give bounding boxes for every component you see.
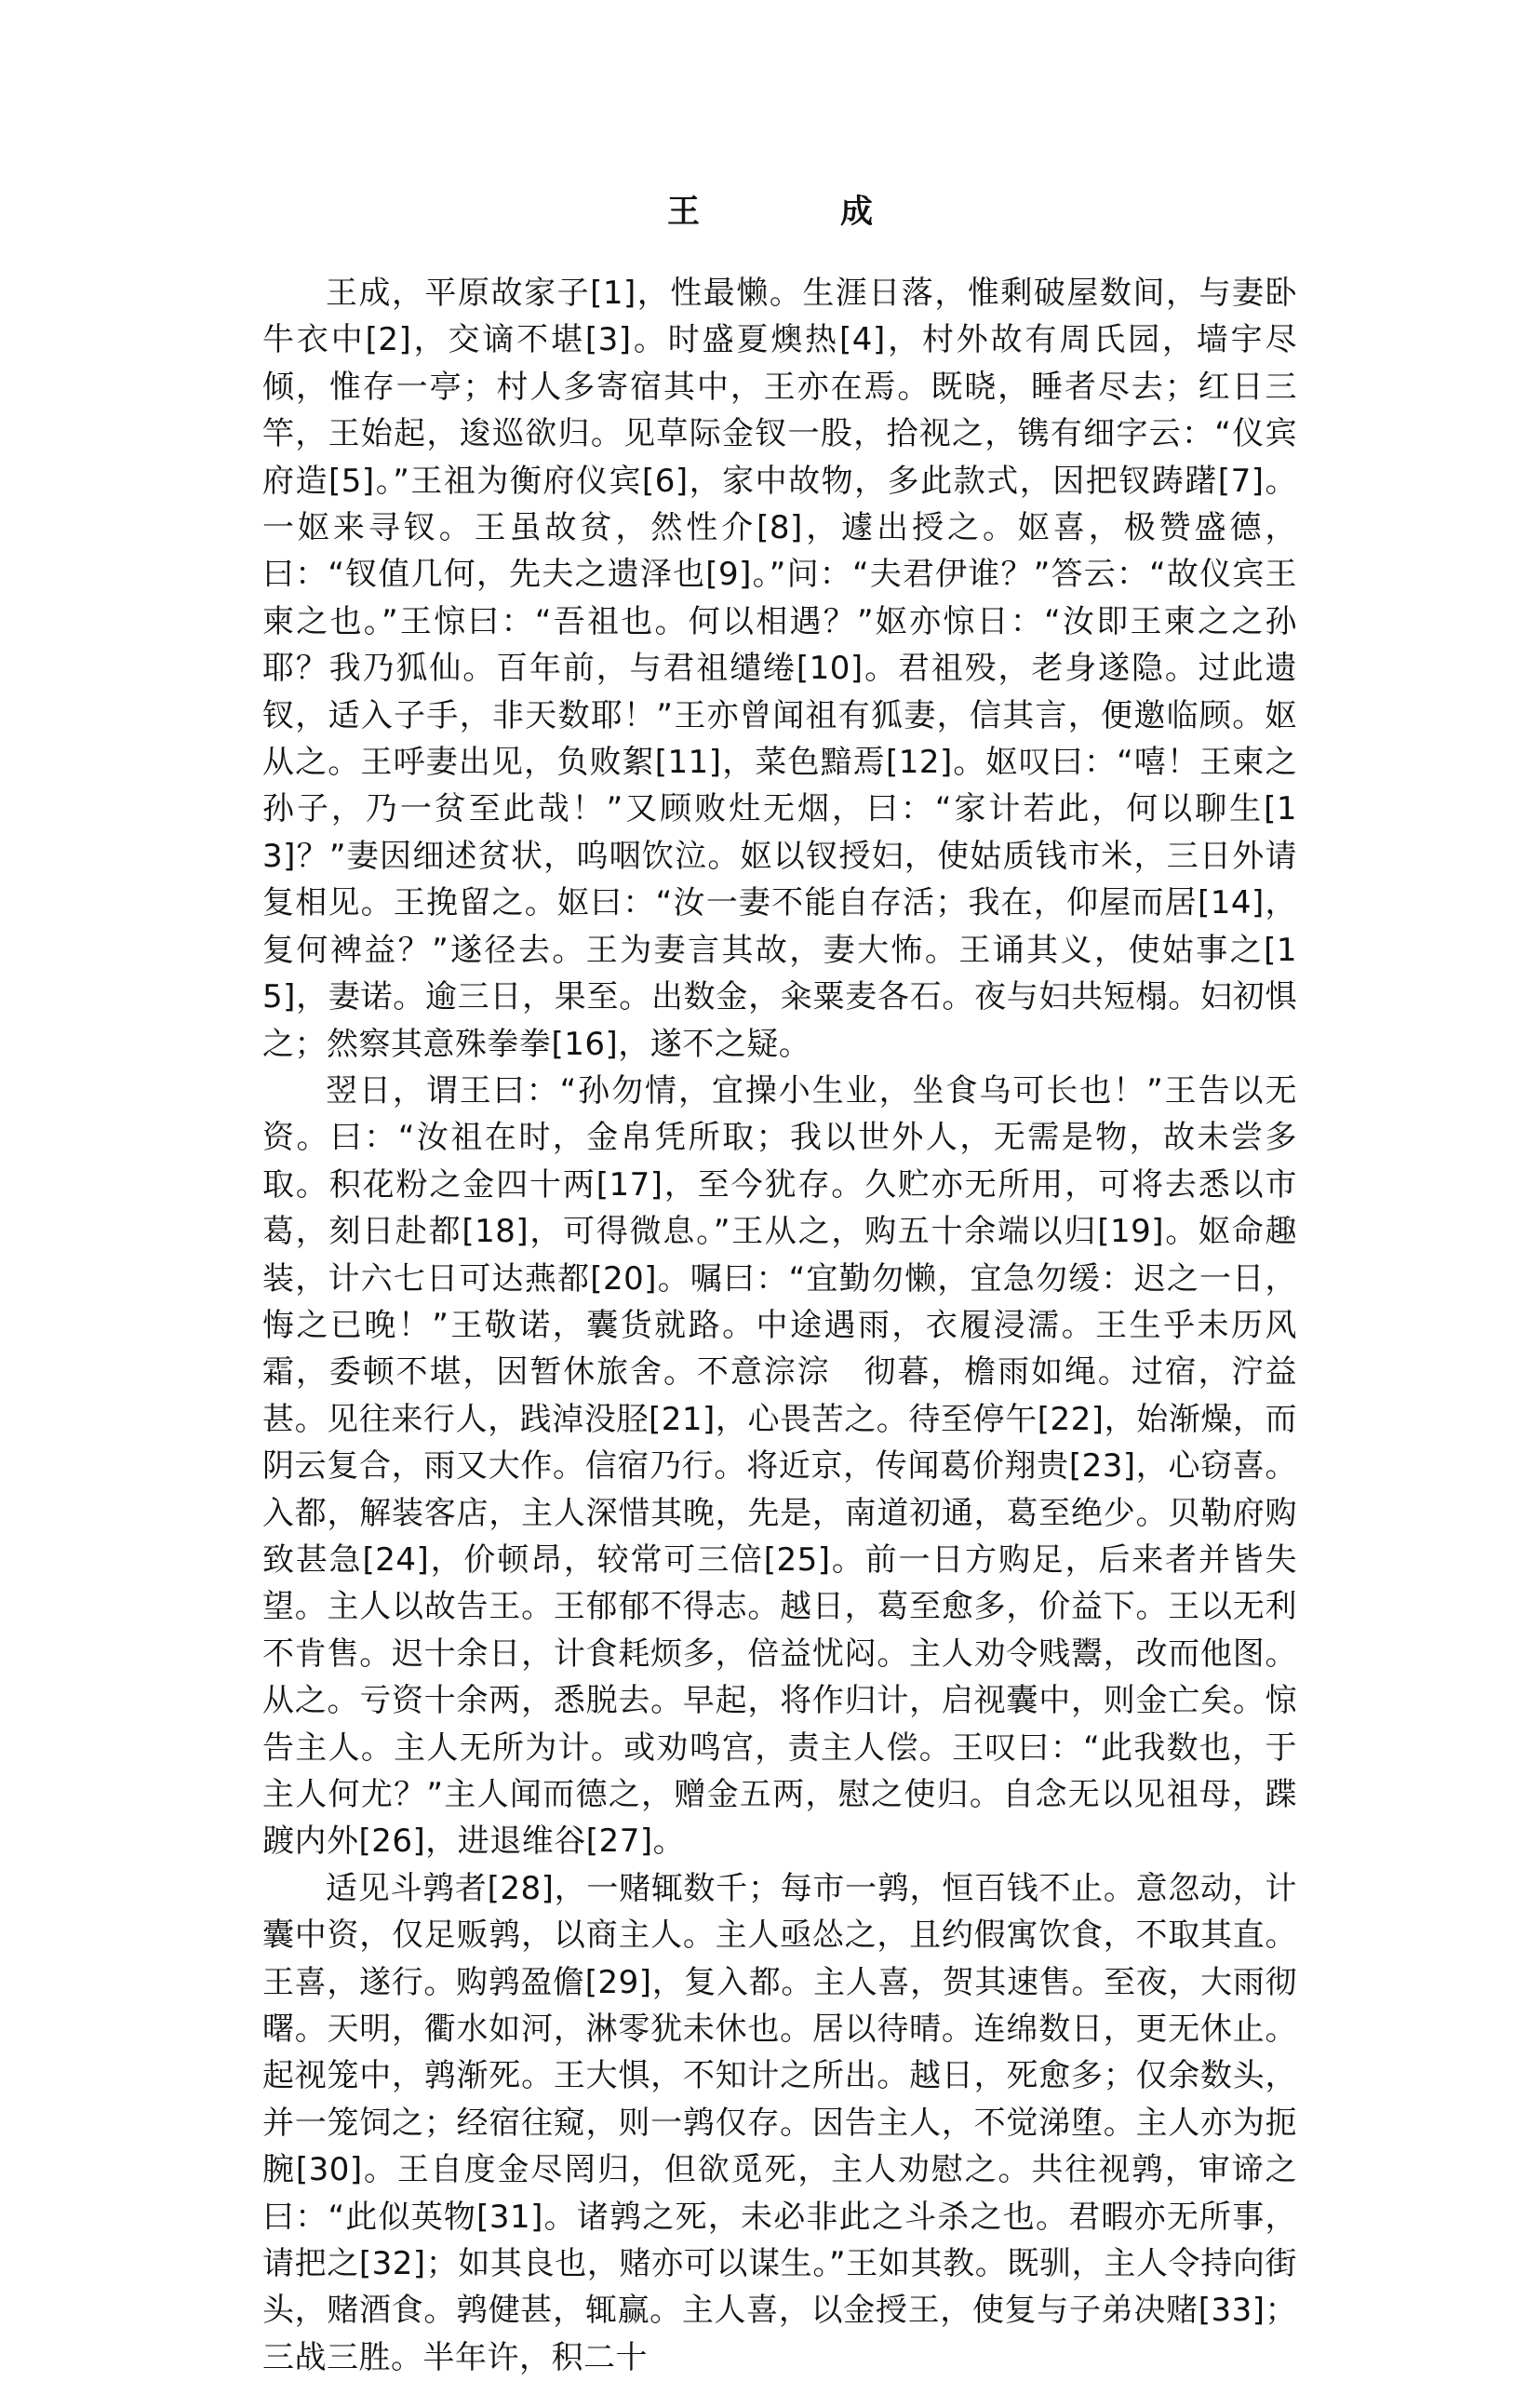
paragraph: 翌日，谓王曰：“孙勿情，宜操小生业，坐食乌可长也！”王告以无资。曰：“汝祖在时，金帛凭所取；我以世外人，无需是物，故未尝多取。积花粉之金四十两[17]，至今犹存。久贮亦无所用，可将去悉以市葛，刻日赴都[18]，可得微息。”王从之，购五十余端以归[19]。妪命趣装，计六七日可达燕都[20]。嘱曰：“宜勤勿懒，宜急勿缓：迟之一日，悔之已晚！”王敬诺，囊货就路。中途遇雨，衣履浸濡。王生乎未历风霜，委顿不堪，因暂休旅舍。不意淙淙 彻暮，檐雨如绳。过宿，泞益甚。见往来行人，践淖没胫[21]，心畏苦之。待至停午[22]，始渐燥，而阴云复合，雨又大作。信宿乃行。将近京，传闻葛价翔贵[23]，心窃喜。入都，解装客店，主人深惜其晚，先是，南道初通，葛至绝少。贝勒府购致甚急[24]，价顿昂，较常可三倍[25]。前一日方购足，后来者并皆失望。主人以故告王。王郁郁不得志。越日，葛至愈多，价益下。王以无利不肯售。迟十余日，计食耗烦多，倍益忧闷。主人劝令贱鬻，改而他图。从之。亏资十余两，悉脱去。早起，将作归计，启视囊中，则金亡矣。惊告主人。主人无所为计。或劝鸣宫，责主人偿。王叹曰：“此我数也，于主人何尤？”主人闻而德之，赠金五两，慰之使归。自念无以见祖母，蹀踱内外[26]，进退维谷[27]。 xyxy=(262,1071,1297,1861)
document-title: 王 成 xyxy=(666,194,927,231)
document-body xyxy=(262,270,1297,2381)
paragraph: 王成，平原故家子[1]，性最懒。生涯日落，惟剩破屋数间，与妻卧牛衣中[2]，交谪不堪[3]。时盛夏燠热[4]，村外故有周氏园，墙宇尽倾，惟存一亭；村人多寄宿其中，王亦在焉。既晓，睡者尽去；红日三竿，王始起，逡巡欲归。见草际金钗一股，拾视之，镌有细字云：“仪宾府造[5]。”王祖为衡府仪宾[6]，家中故物，多此款式，因把钗踌躇[7]。一妪来寻钗。王虽故贫，然性介[8]，遽出授之。妪喜，极赞盛德，曰：“钗值几何，先夫之遗泽也[9]。”问：“夫君伊谁？”答云：“故仪宾王柬之也。”王惊曰：“吾祖也。何以相遇？”妪亦惊日：“汝即王柬之之孙耶？我乃狐仙。百年前，与君祖缱绻[10]。君祖殁，老身遂隐。过此遗钗，适入子手，非天数耶！”王亦曾闻祖有狐妻，信其言，便邀临顾。妪从之。王呼妻出见，负败絮[11]，菜色黯焉[12]。妪叹曰：“嘻！王柬之孙子，乃一贫至此哉！”又顾败灶无烟，曰：“家计若此，何以聊生[13]？”妻因细述贫状，呜咽饮泣。妪以钗授妇，使姑质钱市米，三日外请复相见。王挽留之。妪曰：“汝一妻不能自存活；我在，仰屋而居[14]，复何裨益？”遂径去。王为妻言其故，妻大怖。王诵其义，使姑事之[15]，妻诺。逾三日，果至。出数金，籴粟麦各石。夜与妇共短榻。妇初惧之；然察其意殊拳拳[16]，遂不之疑。 xyxy=(262,275,1297,1063)
paragraph: 适见斗鹑者[28]，一赌辄数千；每市一鹑，恒百钱不止。意忽动，计囊中资，仅足贩鹑，以商主人。主人亟怂之，且约假寓饮食，不取其直。王喜，遂行。购鹑盈儋[29]，复入都。主人喜，贺其速售。至夜，大雨彻曙。天明，衢水如河，淋零犹未休也。居以待晴。连绵数日，更无休止。起视笼中，鹑渐死。王大惧，不知计之所出。越日，死愈多；仅余数头，并一笼饲之；经宿往窥，则一鹑仅存。因告主人，不觉涕堕。主人亦为扼腕[30]。王自度金尽罔归，但欲觅死，主人劝慰之。共往视鹑，审谛之曰：“此似英物[31]。诸鹑之死，未必非此之斗杀之也。君暇亦无所事，请把之[32]；如其良也，赌亦可以谋生。”王如其教。既驯，主人令持向街头，赌酒食。鹑健甚，辄赢。主人喜，以金授王，使复与子弟决赌[33]；三战三胜。半年许，积二十 xyxy=(262,1869,1297,2376)
